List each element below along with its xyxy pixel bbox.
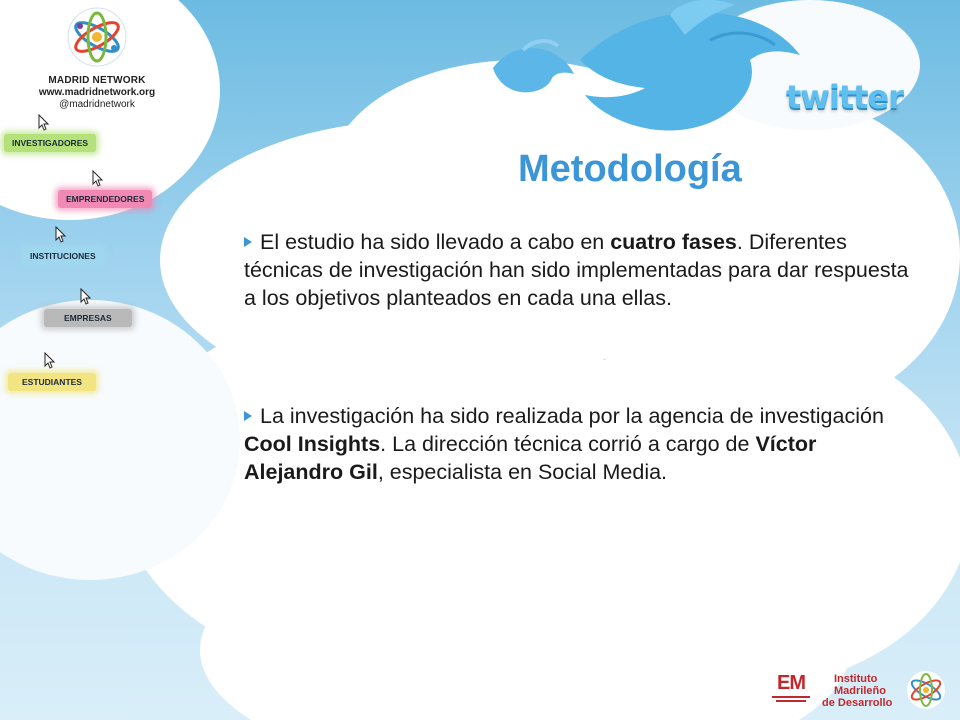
twitter-wordmark: twitter bbox=[786, 78, 903, 116]
org-name: MADRID NETWORK bbox=[48, 75, 146, 86]
slide-title: Metodología bbox=[518, 148, 742, 190]
text-run-bold: cuatro fases bbox=[610, 230, 737, 254]
body-paragraph bbox=[244, 402, 914, 486]
text-run: . Diferentes técnicas de investigación han sido implementadas para dar respuesta a los objetivos planteados en cada una ellas. bbox=[244, 230, 909, 310]
cursor-icon bbox=[80, 288, 92, 306]
comunidad-madrid-logo bbox=[768, 672, 814, 710]
institute-line2: Madrileño bbox=[834, 685, 886, 697]
cursor-icon bbox=[44, 352, 56, 370]
body-paragraph bbox=[244, 228, 914, 312]
text-run: La investigación ha sido realizada por la agencia de investigación bbox=[260, 404, 884, 428]
cursor-icon bbox=[38, 114, 50, 132]
bullet-icon bbox=[244, 237, 252, 247]
tag-estudiantes[interactable]: ESTUDIANTES bbox=[8, 373, 96, 391]
cursor-icon bbox=[92, 170, 104, 188]
logo-subtext-line bbox=[772, 696, 810, 698]
footer-logos bbox=[762, 666, 952, 716]
tag-empresas[interactable]: EMPRESAS bbox=[44, 309, 132, 327]
institute-line1: Instituto bbox=[834, 673, 878, 685]
text-run: , especialista en Social Media. bbox=[377, 460, 668, 484]
org-url: www.madridnetwork.org bbox=[38, 87, 156, 98]
twitter-bird-icon bbox=[560, 0, 810, 140]
text-run: . La dirección técnica corrió a cargo de bbox=[380, 432, 756, 456]
madrid-network-logo bbox=[22, 6, 172, 110]
logo-subtext-line bbox=[776, 700, 806, 702]
org-handle: @madridnetwork bbox=[59, 99, 135, 110]
atom-logo-icon bbox=[906, 670, 946, 710]
tag-emprendedores[interactable]: EMPRENDEDORES bbox=[58, 190, 152, 208]
atom-logo-icon bbox=[66, 6, 128, 68]
cursor-icon bbox=[55, 226, 67, 244]
text-run-bold: Cool Insights bbox=[244, 432, 381, 456]
small-bird-icon bbox=[488, 38, 578, 98]
text-run-bold: Víctor Alejandro Gil bbox=[244, 432, 817, 484]
tag-instituciones[interactable]: INSTITUCIONES bbox=[22, 247, 104, 265]
em-logo-text: EM bbox=[777, 672, 805, 694]
institute-line3: de Desarrollo bbox=[822, 697, 893, 709]
text-run: El estudio ha sido llevado a cabo en bbox=[260, 230, 611, 254]
bullet-icon bbox=[244, 411, 252, 421]
tag-investigadores[interactable]: INVESTIGADORES bbox=[4, 134, 96, 152]
